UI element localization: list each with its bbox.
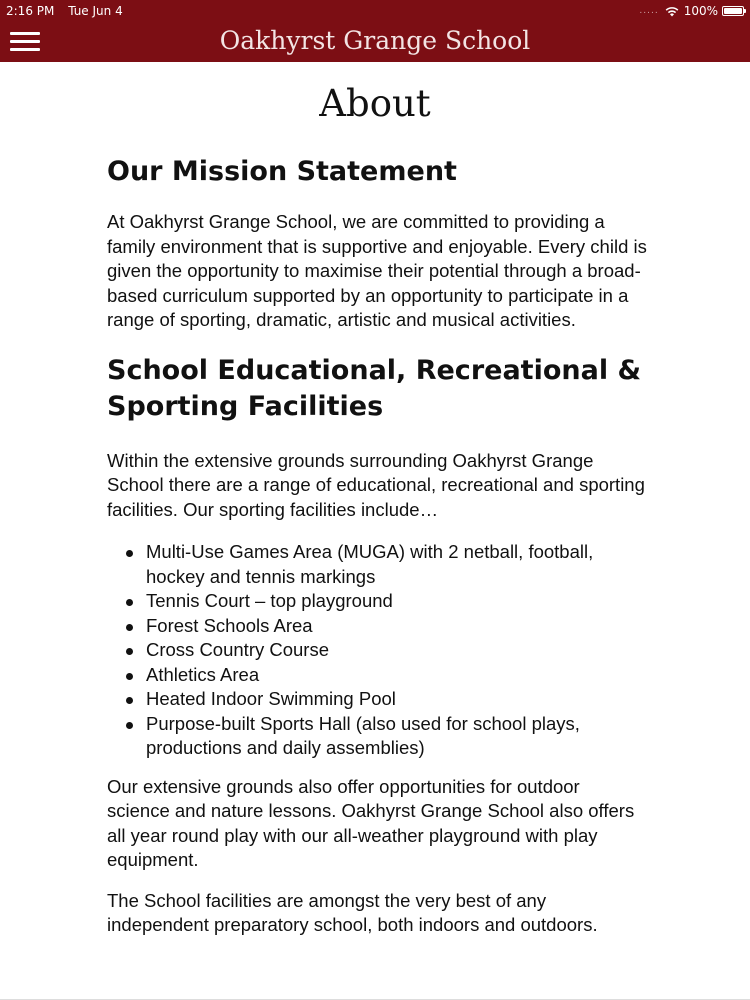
battery-percentage: 100%: [683, 4, 718, 18]
facilities-heading: School Educational, Recreational & Sporting Facilities: [107, 354, 642, 422]
status-left: [6, 4, 123, 18]
list-item: Heated Indoor Swimming Pool: [107, 687, 647, 712]
mission-heading: Our Mission Statement: [107, 156, 457, 187]
signal-icon: .....: [639, 6, 659, 16]
grounds-text: Our extensive grounds also offer opportunities for outdoor science and nature lessons. Oakhyrst Grange School also offers all year round play with our all-weather playground with play equipment.: [107, 775, 635, 870]
school-title: Oakhyrst Grange School: [219, 26, 531, 55]
page-title: About: [319, 82, 431, 125]
facilities-intro: Within the extensive grounds surrounding Oakhyrst Grange School there are a range of educational, recreational and sporting facilities. Our sporting facilities include…: [107, 449, 645, 520]
list-item: Cross Country Course: [107, 638, 647, 663]
list-item: Tennis Court – top playground: [107, 589, 647, 614]
status-time: 2:16 PM: [6, 4, 55, 18]
status-bar: [0, 0, 750, 22]
status-right: [639, 4, 744, 18]
list-item: Athletics Area: [107, 663, 647, 688]
list-item: Forest Schools Area: [107, 614, 647, 639]
closing-text: The School facilities are amongst the very best of any independent preparatory school, both indoors and outdoors.: [107, 889, 598, 935]
wifi-icon: [665, 6, 679, 17]
nav-bar: [0, 22, 750, 62]
list-item: Purpose-built Sports Hall (also used for school plays, productions and daily assemblies): [107, 712, 647, 761]
facilities-list: [107, 540, 647, 761]
mission-text: At Oakhyrst Grange School, we are committed to providing a family environment that is supportive and enjoyable. Every child is given the opportunity to maximise their potential through a broad-based curriculum supported by an opportunity to participate in a range of sporting, dramatic, artistic and musical activities.: [107, 211, 647, 330]
status-date: Tue Jun 4: [68, 4, 123, 18]
battery-icon: [722, 6, 744, 16]
list-item: Multi-Use Games Area (MUGA) with 2 netball, football, hockey and tennis markings: [107, 540, 647, 589]
about-content: [107, 62, 647, 938]
